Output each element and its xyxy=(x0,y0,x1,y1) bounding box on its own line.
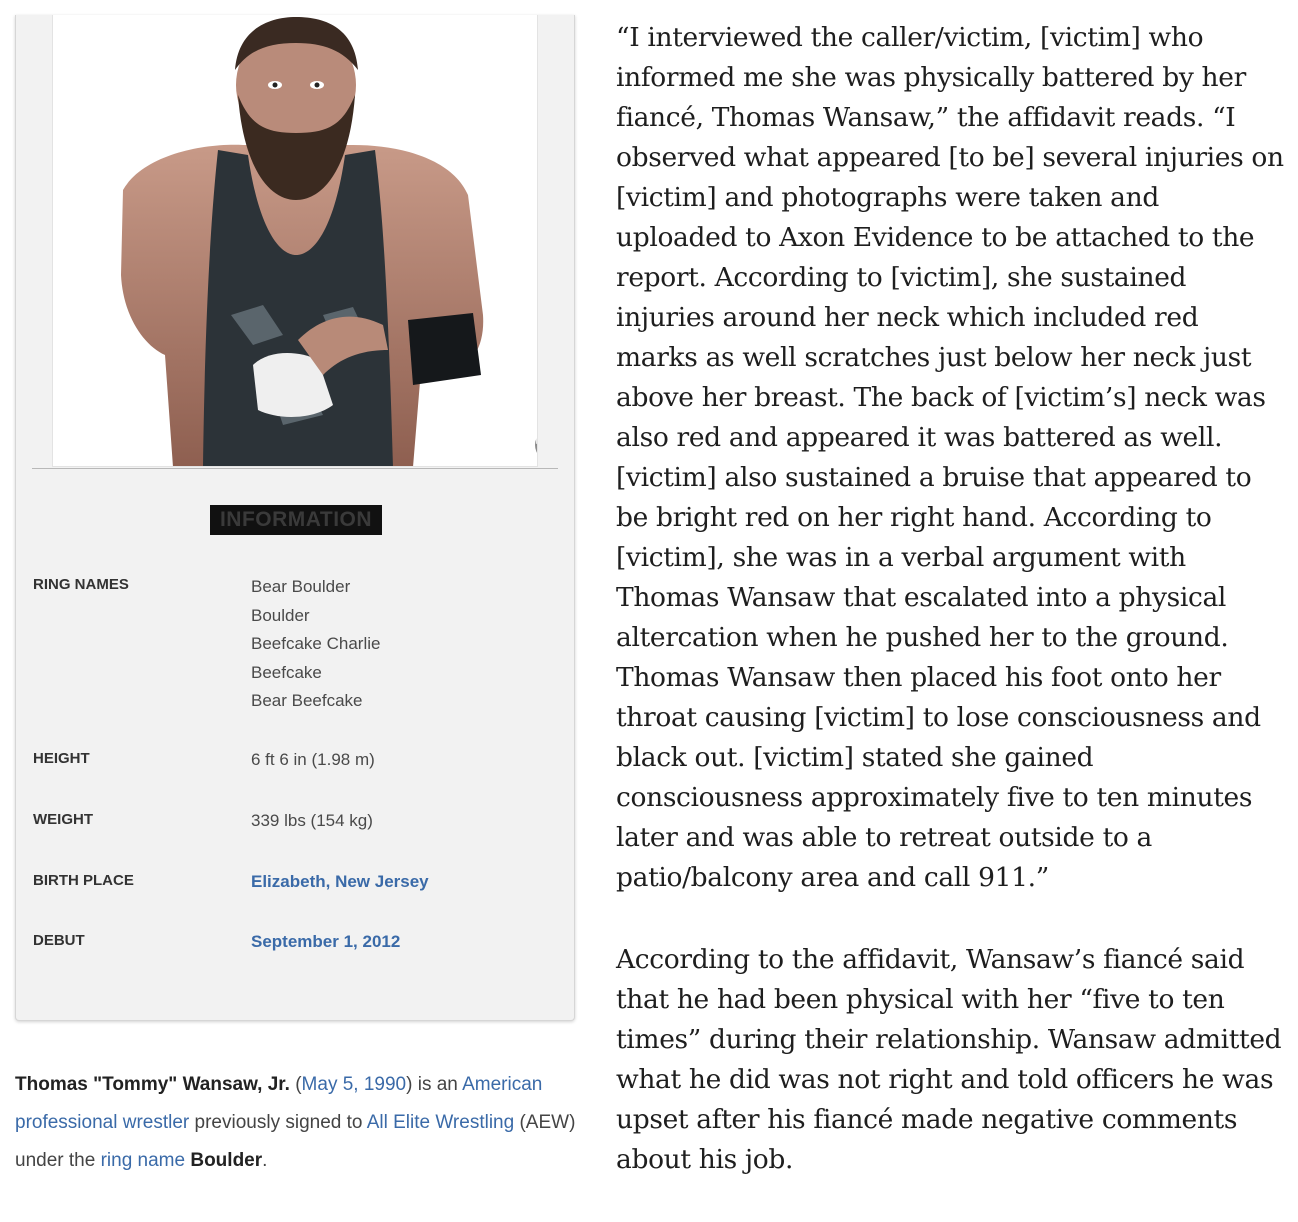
open-paren: ( xyxy=(295,1074,302,1095)
photo-divider xyxy=(32,468,558,469)
weight-label: WEIGHT xyxy=(33,811,93,828)
birth-place-label: BIRTH PLACE xyxy=(33,872,134,889)
wrestler-photo[interactable] xyxy=(52,15,538,467)
all-elite-wrestling-link[interactable]: All Elite Wrestling xyxy=(366,1112,515,1133)
list-item: Beefcake Charlie xyxy=(251,634,381,653)
wrestler-image xyxy=(53,15,538,467)
ring-names-list xyxy=(251,573,380,716)
debut-date-link[interactable]: September 1, 2012 xyxy=(251,932,401,951)
caption-text: is an xyxy=(412,1074,463,1095)
birth-place-link[interactable]: Elizabeth, New Jersey xyxy=(251,872,429,891)
caption-text: . xyxy=(262,1150,268,1171)
height-label: HEIGHT xyxy=(33,750,90,767)
infobox xyxy=(15,15,575,1021)
weight-value: 339 lbs (154 kg) xyxy=(251,811,373,830)
debut-label: DEBUT xyxy=(33,932,85,949)
article-paragraph-2: According to the affidavit, Wansaw’s fiancé said that he had been physical with her “five to ten times” during their relationship. Wansaw admitted what he did was not right and told officers he was upset after his fiancé made negative comments about his job. xyxy=(616,944,1282,1175)
list-item: Beefcake xyxy=(251,662,322,682)
list-item: Bear Boulder xyxy=(251,577,351,596)
article-paragraph-1: “I interviewed the caller/victim, [victim] who informed me she was physically battered by her fiancé, Thomas Wansaw,” the affidavit reads. “I observed what appeared [to be] several injuries on [victim] and photographs were taken and uploaded to Axon Evidence to be attached to the report. According to [victim], she sustained injuries around her neck which included red marks as well scratches just below her neck just above her breast. The back of [victim’s] neck was also red and appeared it was battered as well. [victim] also sustained a bruise that appeared to be bright red on her right hand. According to [victim], she was in a verbal argument with Thomas Wansaw that escalated into a physical altercation when he pushed her to the ground. Thomas Wansaw then placed his foot onto her throat causing [victim] to lose consciousness and black out. [victim] stated she gained consciousness approximately five to ten minutes later and was able to retreat outside to a patio/balcony area and call 911.” xyxy=(616,22,1284,893)
ring-name-link[interactable]: ring name xyxy=(100,1150,186,1171)
list-item: Bear Beefcake xyxy=(251,691,363,710)
ring-name: Boulder xyxy=(190,1150,263,1171)
article-body xyxy=(616,18,1286,1222)
caption-text: previously signed to xyxy=(189,1112,367,1133)
information-heading: INFORMATION xyxy=(210,505,382,535)
birth-date-link[interactable]: May 5, 1990 xyxy=(301,1074,407,1095)
close-paren: ) xyxy=(406,1074,413,1095)
bio-caption xyxy=(15,1066,580,1180)
wrestler-full-name: Thomas "Tommy" Wansaw, Jr. xyxy=(15,1074,290,1095)
height-value: 6 ft 6 in (1.98 m) xyxy=(251,750,375,769)
list-item: Boulder xyxy=(251,605,310,625)
professional-wrestler-link[interactable]: American professional wrestler xyxy=(15,1074,543,1133)
caption-text: (AEW) under the xyxy=(15,1112,576,1171)
ring-names-label: RING NAMES xyxy=(33,576,129,593)
